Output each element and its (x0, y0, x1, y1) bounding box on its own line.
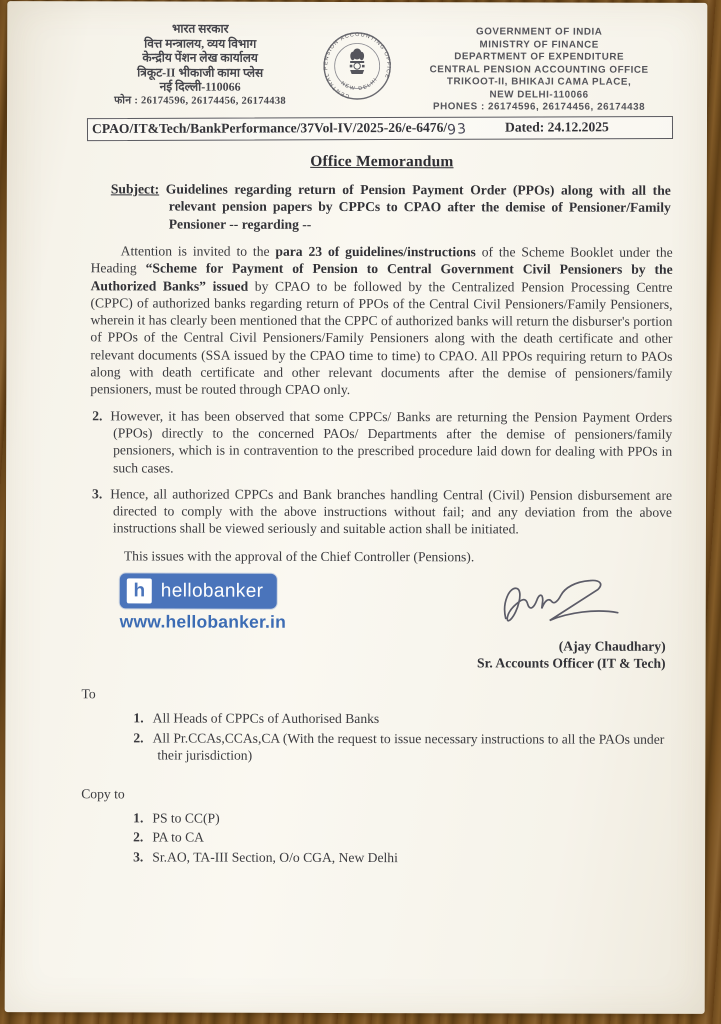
paragraph-3-number: 3. (92, 486, 103, 502)
english-line: MINISTRY OF FINANCE (479, 38, 599, 51)
p1-text: by CPAO to be followed by the Centralized Pension Processing Centre (CPPC) of authorized banks regarding return of PPOs of the Central Civil Pensioners/Family Pensioners, wherein it has clearly been mentioned that the CPPC of authorized banks will return the disburser's portion of PPOs of the Central Civil Pensioners/Family Pensioners along with the death certificate and other relevant documents (SSA issued by the CPAO time to time) to CPAO. All PPOs requiring return to PAOs along with death certificate and other relevant documents after the demise of pensioners/family pensioners, must be routed through CPAO only. (90, 278, 673, 398)
paragraph-3-text: Hence, all authorized CPPCs and Bank branches handling Central (Civil) Pension disbursement are directed to comply with the above instructions without fail; and any deviation from the above instructions shall be viewed seriously and suitable action shall be initiated. (110, 486, 673, 537)
hindi-line: भारत सरकार (171, 21, 229, 36)
signature-block (477, 574, 666, 671)
hellobanker-wordmark: hellobanker (160, 580, 264, 602)
letterhead-english (405, 22, 673, 114)
english-line: CENTRAL PENSION ACCOUNTING OFFICE (429, 63, 649, 76)
hindi-line: केन्द्रीय पेंशन लेख कार्यालय (142, 50, 258, 65)
copy-to-item-text: PS to CC(P) (152, 810, 220, 826)
hindi-phone-line: फोन : 26174596, 26174456, 26174438 (114, 94, 286, 107)
to-item-text: All Heads of CPPCs of Authorised Banks (152, 710, 380, 727)
signature-scribble-icon (487, 574, 637, 632)
p1-text: of the Scheme Booklet under the Heading (90, 244, 673, 276)
subject-text: Guidelines regarding return of Pension Payment Order (PPOs) along with all the relevant pension papers by CPPCs to CPAO after the demise of Pensioner/Family Pensioner -- regarding -- (165, 181, 671, 232)
reference-number-box (87, 116, 673, 141)
p1-bold-scheme-title: “Scheme for Payment of Pension to Central Government Civil Pensioners by the Authorized Banks” issued (90, 260, 673, 294)
english-line: NEW DELHI-110066 (489, 88, 589, 101)
p1-bold-ref: para 23 of guidelines/instructions (275, 243, 476, 260)
lion-capital-glyph (350, 48, 365, 74)
paragraph-2 (92, 407, 672, 478)
to-list (89, 709, 671, 765)
hellobanker-url: www.hellobanker.in (119, 611, 287, 632)
seal-bottom-text: NEW DELHI (339, 76, 380, 93)
subject-label: Subject: (110, 180, 160, 196)
to-section (81, 686, 671, 765)
english-line: TRIKOOT-II, BHIKAJI CAMA PLACE, (446, 76, 632, 88)
to-item-number: 2. (133, 729, 144, 745)
copy-to-label: Copy to (81, 785, 125, 801)
handwritten-serial: 93 (446, 120, 468, 139)
copy-to-item (133, 848, 671, 867)
scanned-memo-page (5, 1, 708, 1014)
ashoka-emblem-seal-icon (321, 30, 393, 102)
hellobanker-logo (120, 573, 277, 608)
p1-text: Attention is invited to the (120, 243, 276, 259)
paragraph-3 (92, 485, 672, 538)
copy-to-item-number: 3. (133, 848, 144, 864)
english-line: GOVERNMENT OF INDIA (476, 26, 603, 38)
to-item-text: All Pr.CCAs,CCAs,CA (With the request to issue necessary instructions to all the PAOs under their jurisdiction) (152, 730, 665, 763)
hindi-line: वित्त मन्त्रालय, व्यय विभाग (144, 35, 257, 51)
hellobanker-logo-block (120, 573, 287, 670)
copy-to-item-number: 1. (133, 809, 144, 825)
to-item (133, 729, 671, 765)
paragraph-2-number: 2. (92, 407, 103, 424)
english-line: DEPARTMENT OF EXPENDITURE (454, 51, 625, 63)
copy-to-item-text: Sr.AO, TA-III Section, O/o CGA, New Delhi (152, 849, 398, 865)
to-item (133, 709, 671, 728)
paragraph-1 (90, 242, 672, 399)
paragraph-2-text: However, it has been observed that some CPPCs/ Banks are returning the Pension Payment Orders (PPOs) directly to the concerned PAOs/ Departments after the demise of pensioners/family pensioners, which is in contravention to the prescribed procedure laid down for dealing with PPOs in such cases. (110, 408, 673, 476)
memo-title: Office Memorandum (310, 152, 454, 170)
seal-ring-text: CENTRAL PENSION ACCOUNTING OFFICE (323, 31, 392, 99)
logo-signature-row (90, 573, 672, 672)
english-line: PHONES : 26174596, 26174456, 26174438 (432, 101, 646, 113)
hindi-line: नई दिल्ली-110066 (159, 79, 241, 94)
dated-label: Dated: 24.12.2025 (504, 118, 609, 135)
svg-text:NEW DELHI (339, 76, 379, 92)
copy-to-item-number: 2. (133, 829, 144, 845)
approval-line: This issues with the approval of the Chief Controller (Pensions). (123, 548, 475, 565)
copy-to-section (81, 785, 671, 867)
to-label: To (81, 686, 96, 702)
hellobanker-h-icon: h (127, 578, 152, 603)
copy-to-item-text: PA to CA (152, 829, 204, 845)
to-item-number: 1. (133, 710, 144, 726)
letterhead (91, 21, 673, 114)
subject-block (111, 180, 671, 234)
cpao-seal (309, 22, 405, 102)
copy-to-item (133, 809, 671, 828)
copy-to-item (133, 828, 671, 847)
reference-number: CPAO/IT&Tech/BankPerformance/37Vol-IV/2025-26/e-6476/ (91, 119, 448, 136)
hindi-line: त्रिकूट-II भीकाजी कामा प्लेस (137, 64, 264, 80)
copy-to-list (89, 809, 671, 867)
signatory-designation: Sr. Accounts Officer (IT & Tech) (477, 655, 666, 671)
signatory-name: (Ajay Chaudhary) (558, 638, 666, 654)
letterhead-hindi (91, 21, 309, 109)
